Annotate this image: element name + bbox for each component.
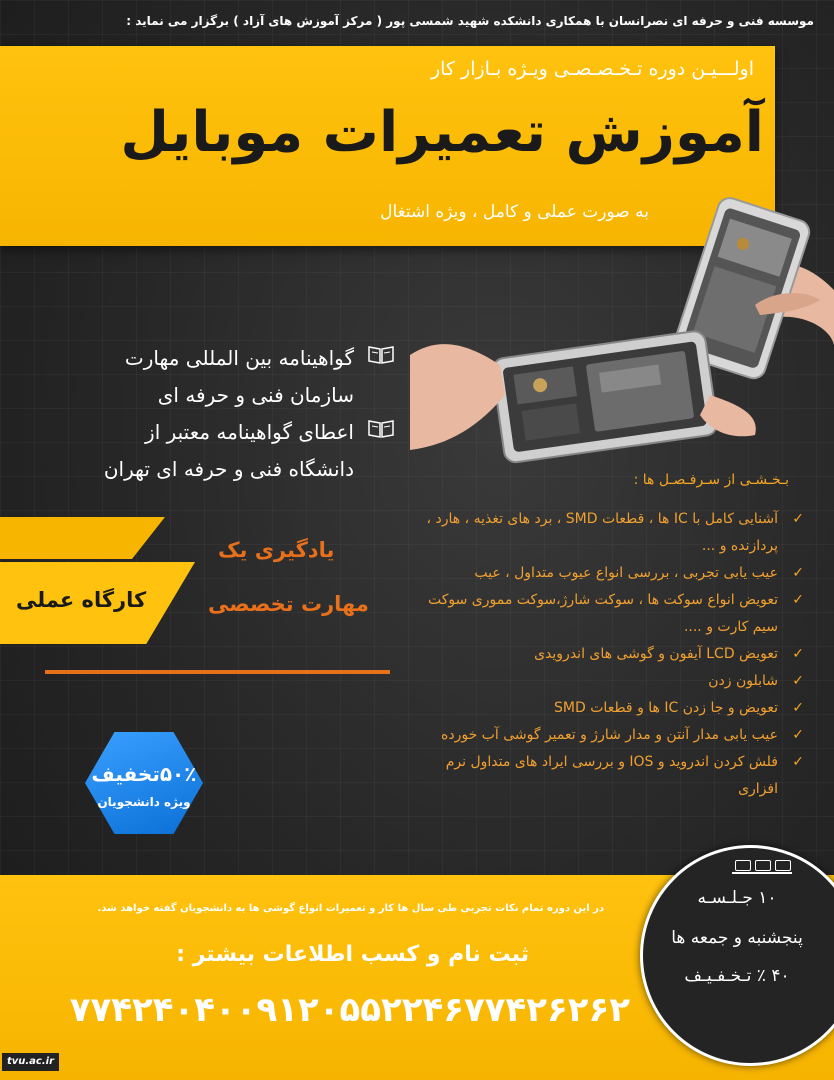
laptop-icon xyxy=(735,860,751,871)
circle-discount: ۴۰ ٪ تـخـفـیـف xyxy=(684,966,790,986)
topic-list xyxy=(404,506,804,803)
certificate-item xyxy=(44,340,394,377)
phone-numbers xyxy=(69,990,630,1030)
certificate-line1: گواهینامه بین المللی مهارت xyxy=(124,346,354,370)
phone-number[interactable]: ۷۷۴۲۴۰۴۰ xyxy=(69,990,236,1030)
list-item: ✓ عیب یابی مدار آنتن و مدار شارژ و تعمیر گوشی آب خورده xyxy=(404,722,804,749)
list-item: ✓ آشنایی کامل با IC ها ، قطعات SMD ، برد های تغذیه ، هارد ، پردازنده و ... xyxy=(404,506,804,560)
skill-text-line2: مهارت تخصصی xyxy=(208,592,369,616)
check-icon: ✓ xyxy=(792,646,804,662)
check-icon: ✓ xyxy=(792,700,804,716)
list-item: ✓ شابلون زدن xyxy=(404,668,804,695)
laptop-icons xyxy=(735,860,791,871)
certificate-item xyxy=(44,414,394,451)
certificate-line2: دانشگاه فنی و حرفه ای تهران xyxy=(103,457,354,481)
top-note: موسسه فنی و حرفه ای نصرانسان با همکاری دانشکده شهید شمسی پور ( مرکز آموزش های آزاد ) برگزار می نماید : xyxy=(126,14,814,28)
skill-text-line1: یادگیری یک xyxy=(218,538,335,562)
logo: tvu.ac.ir xyxy=(2,1053,59,1071)
sessions-count: ۱۰ جـلـسـه xyxy=(697,888,777,908)
check-icon: ✓ xyxy=(792,592,804,608)
divider xyxy=(45,670,390,674)
list-item: ✓ عیب یابی تجربی ، بررسی انواع عیوب متداول ، عیب xyxy=(404,560,804,587)
check-icon: ✓ xyxy=(792,727,804,743)
phone-number[interactable]: ۰۹۱۲۰۵۵۲۲۴۶ xyxy=(235,990,464,1030)
certificate-line2: سازمان فنی و حرفه ای xyxy=(157,383,354,407)
header-tagline: به صورت عملی و کامل ، ویژه اشتغال xyxy=(380,202,649,222)
session-days: پنجشنبه و جمعه ها xyxy=(671,928,803,948)
workshop-label: کارگاه عملی xyxy=(16,588,147,612)
footer-note: در این دوره تمام نکات تجربی طی سال ها کار و تعمیرات انواع گوشی ها به دانشجویان گفته خواهد شد. xyxy=(97,903,604,914)
laptop-icon xyxy=(755,860,771,871)
page-title: آموزش تعمیرات موبایل xyxy=(120,100,764,165)
book-icon xyxy=(368,344,394,364)
certificate-line1: اعطای گواهینامه معتبر از xyxy=(145,420,354,444)
laptop-icon xyxy=(775,860,791,871)
syllabus-heading: بـخـشـی از سـرفـصـل ها : xyxy=(633,472,789,488)
register-title: ثبت نام و کسب اطلاعات بیشتر : xyxy=(176,942,529,967)
discount-sub: ویژه دانشجویان xyxy=(97,795,191,809)
discount-main: ۵۰٪تخفیف xyxy=(91,762,197,786)
header-subtitle: اولـــیـن دوره تـخـصـصـی ویـژه بـازار کار xyxy=(430,58,754,80)
phone-repair-illustration xyxy=(410,195,834,480)
list-item: ✓ تعویض LCD آیفون و گوشی های اندرویدی xyxy=(404,641,804,668)
decorative-bar xyxy=(0,517,165,559)
check-icon: ✓ xyxy=(792,565,804,581)
check-icon: ✓ xyxy=(792,754,804,770)
check-icon: ✓ xyxy=(792,511,804,527)
list-item: ✓ تعویض انواع سوکت ها ، سوکت شارژ،سوکت مموری سوکت سیم کارت و .... xyxy=(404,587,804,641)
list-item: ✓ فلش کردن اندروید و IOS و بررسی ایراد های متداول نرم افزاری xyxy=(404,749,804,803)
phone-number[interactable]: ۷۷۴۲۶۲۶۲ xyxy=(463,990,630,1030)
certificate-list xyxy=(44,340,394,488)
book-icon xyxy=(368,418,394,438)
check-icon: ✓ xyxy=(792,673,804,689)
list-item: ✓ تعویض و جا زدن IC ها و قطعات SMD xyxy=(404,695,804,722)
